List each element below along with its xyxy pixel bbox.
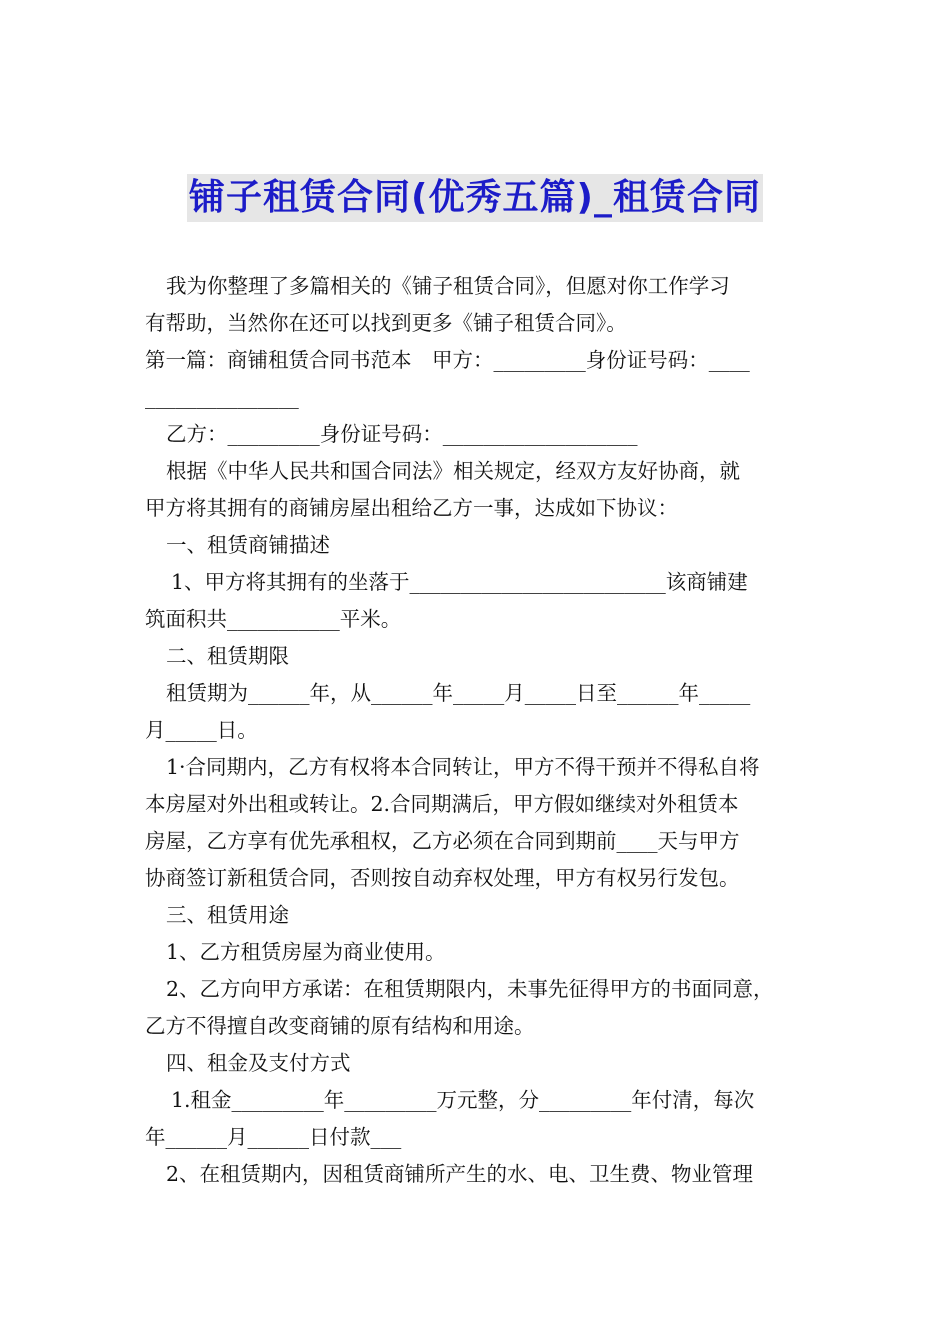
text-line: 月_____日。 xyxy=(145,718,258,742)
text-line: 四、租金及支付方式 xyxy=(166,1051,351,1075)
text-line: 1.租金_________年_________万元整，分_________年付清，每次 xyxy=(171,1088,755,1112)
text-line: 2、乙方向甲方承诺：在租赁期限内，未事先征得甲方的书面同意， xyxy=(166,977,774,1001)
text-line: 1、乙方租赁房屋为商业使用。 xyxy=(166,940,446,964)
text-line: 有帮助，当然你在还可以找到更多《铺子租赁合同》。 xyxy=(145,311,627,335)
text-line: 筑面积共___________平米。 xyxy=(145,607,402,631)
text-line: 一、租赁商铺描述 xyxy=(166,533,330,557)
text-line: 本房屋对外出租或转让。2.合同期满后，甲方假如继续对外租赁本 xyxy=(145,792,739,816)
document-title: 铺子租赁合同(优秀五篇)_租赁合同 xyxy=(187,174,763,222)
text-line: 乙方不得擅自改变商铺的原有结构和用途。 xyxy=(145,1014,535,1038)
text-line: 协商签订新租赁合同，否则按自动弃权处理，甲方有权另行发包。 xyxy=(145,866,740,890)
text-line: 我为你整理了多篇相关的《铺子租赁合同》，但愿对你工作学习 xyxy=(166,274,730,298)
text-line: 第一篇：商铺租赁合同书范本 甲方：_________身份证号码：____ xyxy=(145,348,750,372)
text-line: 乙方：_________身份证号码：___________________ xyxy=(166,422,638,446)
text-line: 甲方将其拥有的商铺房屋出租给乙方一事，达成如下协议： xyxy=(145,496,678,520)
text-line: 根据《中华人民共和国合同法》相关规定，经双方友好协商，就 xyxy=(166,459,740,483)
text-line: 2、在租赁期内，因租赁商铺所产生的水、电、卫生费、物业管理 xyxy=(166,1162,754,1186)
title-container xyxy=(0,174,950,222)
text-line: 1、甲方将其拥有的坐落于_________________________该商铺建 xyxy=(171,570,748,594)
text-line: 1·合同期内，乙方有权将本合同转让，甲方不得干预并不得私自将 xyxy=(166,755,760,779)
text-line: 三、租赁用途 xyxy=(166,903,289,927)
text-line: 租赁期为______年，从______年_____月_____日至______年_____ xyxy=(166,681,751,705)
text-line: _______________ xyxy=(145,385,299,409)
text-line: 房屋，乙方享有优先承租权，乙方必须在合同到期前____天与甲方 xyxy=(145,829,740,853)
text-line: 年______月______日付款___ xyxy=(145,1125,402,1149)
document-body xyxy=(145,268,810,1193)
text-line: 二、租赁期限 xyxy=(166,644,289,668)
